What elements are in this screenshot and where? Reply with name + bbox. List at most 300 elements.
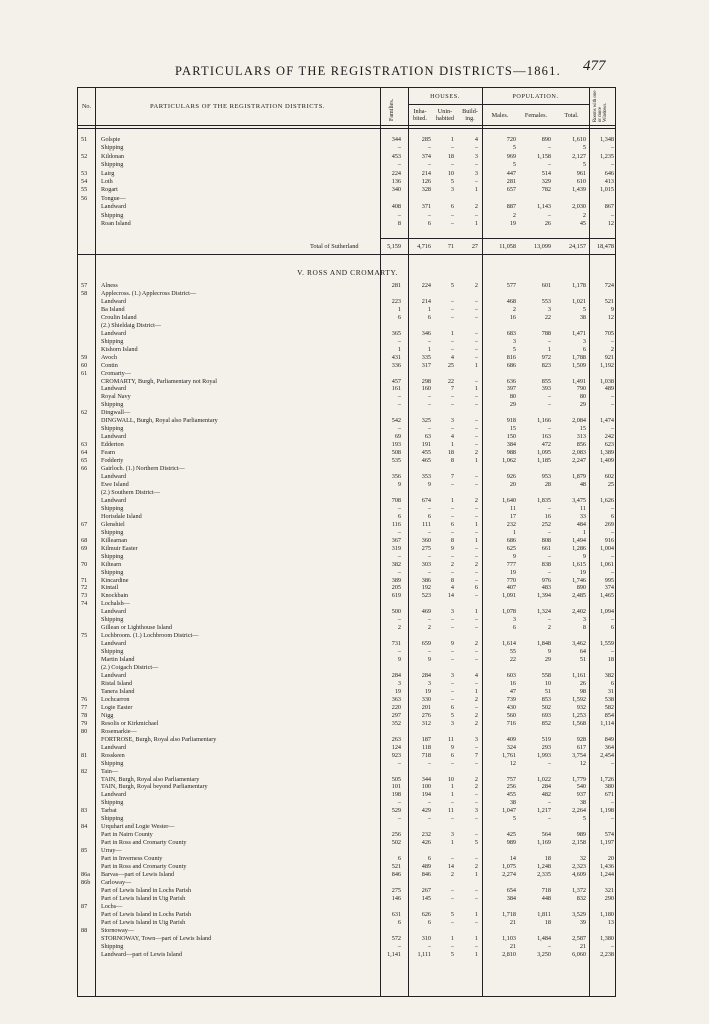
table-row [78,608,617,615]
cell-families: 3 [397,680,401,687]
table-row [78,433,617,440]
cell-building: 1 [474,687,478,695]
cell-building: 2 [474,695,478,703]
table-row [78,378,617,385]
cell-males: 16 [509,313,516,321]
cell-inhabited: 275 [421,544,431,552]
row-name: Kiltearn [101,560,122,568]
cell-inhabited: 232 [421,831,431,839]
cell-building: – [474,144,478,152]
table-row [78,943,617,950]
row-name: Rosskeen [101,751,125,759]
cell-females: 472 [541,441,551,449]
cell-males: 1,761 [502,751,516,759]
cell-families: 352 [391,719,401,727]
cell-families: 521 [391,863,401,871]
table-row [78,656,617,663]
cell-males: 21 [509,942,516,950]
cell-inhabited: 674 [421,496,431,504]
row-name: Shipping [101,211,124,219]
table-row [78,425,617,432]
row-name: Tain— [101,767,119,775]
header-rule [408,104,482,105]
cell-males: 15 [509,425,516,433]
cell-males: 430 [506,703,516,711]
cell-building: 2 [474,496,478,504]
row-name: Glenshiel [101,520,125,528]
row-number: 65 [81,457,88,465]
row-name: Part in Ross and Cromarty County [101,863,187,871]
row-name: Stornoway— [101,926,134,934]
cell-total: 80 [579,393,586,401]
cell-total: 1,779 [572,775,586,783]
cell-males: 2,274 [502,871,516,879]
row-number: 72 [81,584,88,592]
row-name: (2.) Southern District— [101,488,160,496]
table-row [78,330,617,337]
cell-females: 1 [547,345,551,353]
cell-building: – [474,624,478,632]
cell-males: 577 [506,282,516,289]
cell-rooms: – [610,528,614,536]
cell-families: 502 [391,839,401,847]
cell-males: 384 [506,894,516,902]
table-row [78,776,617,783]
table-row [78,951,617,958]
cell-building: – [474,568,478,576]
cell-rooms: 916 [604,536,614,544]
cell-males: 5 [512,144,516,152]
cell-uninhabited: 5 [450,950,454,958]
table-row [78,823,617,830]
cell-rooms: – [610,211,614,219]
cell-females: – [547,161,551,169]
cell-building: – [474,648,478,656]
cell-uninhabited: 18 [447,152,454,160]
cell-rooms: 6 [610,624,614,632]
cell-total: 961 [576,169,586,177]
cell-females: 852 [541,719,551,727]
cell-females: 601 [541,282,551,289]
row-name: Urquhart and Logie Wester— [101,823,175,831]
table-row [78,338,617,345]
cell-families: 382 [391,560,401,568]
total-total: 24,157 [568,243,586,250]
cell-rooms: 1,244 [600,871,614,879]
cell-inhabited: 285 [421,136,431,143]
cell-families: 205 [391,584,401,592]
table-row [78,136,617,143]
cell-uninhabited: 9 [450,544,454,552]
cell-males: 770 [506,576,516,584]
cell-building: – [474,894,478,902]
cell-males: 1,718 [502,910,516,918]
cell-males: 256 [506,783,516,791]
cell-families: 542 [391,417,401,425]
row-number: 66 [81,465,88,473]
row-number: 57 [81,282,88,289]
cell-females: 1,835 [537,496,551,504]
cell-rooms: 1,348 [600,136,614,143]
cell-males: 232 [506,520,516,528]
row-number: 69 [81,544,88,552]
cell-total: 6,060 [572,950,586,958]
cell-families: 505 [391,775,401,783]
row-name: Shipping [101,648,124,656]
cell-females: 564 [541,831,551,839]
cell-females: 10 [544,680,551,687]
cell-inhabited: – [427,648,431,656]
cell-uninhabited: 14 [447,863,454,871]
cell-uninhabited: 6 [450,203,454,211]
cell-building: – [474,161,478,169]
row-name: Landward—part of Lewis Island [101,950,182,958]
cell-females: 553 [541,297,551,305]
table-row [78,203,617,210]
cell-total: 932 [576,703,586,711]
cell-rooms: 602 [604,473,614,481]
total-rule [380,238,615,239]
cell-families: 846 [391,871,401,879]
table-row [78,624,617,631]
cell-males: 1,091 [502,592,516,600]
cell-males: 757 [506,775,516,783]
cell-males: 603 [506,672,516,680]
cell-total: 29 [579,401,586,409]
cell-females: 718 [541,886,551,894]
table-row [78,220,617,227]
row-number: 82 [81,767,88,775]
cell-families: 708 [391,496,401,504]
registration-table [77,87,616,997]
table-row [78,744,617,751]
cell-total: 2,247 [572,457,586,465]
cell-females: 1,022 [537,775,551,783]
cell-total: 856 [576,441,586,449]
cell-building: 1 [474,536,478,544]
cell-families: 275 [391,886,401,894]
cell-rooms: 382 [604,672,614,680]
cell-inhabited: – [427,337,431,345]
table-row [78,314,617,321]
cell-inhabited: 328 [421,186,431,194]
cell-inhabited: 310 [421,934,431,942]
cell-building: 5 [474,839,478,847]
cell-males: 926 [506,473,516,481]
cell-uninhabited: 3 [450,417,454,425]
table-row [78,282,617,289]
cell-total: 928 [576,735,586,743]
cell-males: 1,640 [502,496,516,504]
cell-inhabited: 6 [427,512,431,520]
table-row [78,712,617,719]
cell-uninhabited: 7 [450,385,454,393]
cell-building: – [474,353,478,361]
cell-total: 989 [576,831,586,839]
cell-uninhabited: 9 [450,640,454,648]
table-row [78,664,617,671]
table-row [78,521,617,528]
cell-families: 9 [397,656,401,664]
cell-families: – [397,616,401,624]
row-number: 64 [81,449,88,457]
cell-families: 1 [397,305,401,313]
cell-rooms: 921 [604,353,614,361]
row-number: 53 [81,169,88,177]
cell-females: 3,250 [537,950,551,958]
cell-families: – [397,211,401,219]
cell-inhabited: 846 [421,871,431,879]
cell-total: 9 [582,552,586,560]
cell-inhabited: – [427,504,431,512]
cell-inhabited: 317 [421,361,431,369]
cell-total: 1,509 [572,361,586,369]
cell-inhabited: 1 [427,345,431,353]
cell-males: 22 [509,656,516,664]
cell-uninhabited: – [450,552,454,560]
cell-inhabited: 194 [421,791,431,799]
row-name: Tongue— [101,194,126,202]
cell-females: 1,185 [537,457,551,465]
cell-females: 855 [541,377,551,385]
cell-building: – [474,377,478,385]
table-row [78,592,617,599]
cell-building: – [474,425,478,433]
cell-males: 969 [506,152,516,160]
cell-total: 610 [576,178,586,185]
cell-inhabited: 626 [421,910,431,918]
row-name: Applecross. (1.) Applecross District— [101,289,197,297]
table-row [78,561,617,568]
cell-building: 2 [474,775,478,783]
cell-uninhabited: 6 [450,703,454,711]
cell-building: – [474,473,478,481]
cell-total: 3,529 [572,910,586,918]
table-row [78,760,617,767]
cell-inhabited: 1 [427,305,431,313]
cell-families: 431 [391,353,401,361]
cell-uninhabited: – [450,393,454,401]
cell-building: – [474,552,478,560]
cell-uninhabited: 3 [450,186,454,194]
cell-building: – [474,393,478,401]
col-header-houses: HOUSES. [430,93,460,100]
cell-uninhabited: 10 [447,775,454,783]
cell-rooms: 20 [607,855,614,863]
cell-uninhabited: 8 [450,576,454,584]
cell-building: 1 [474,361,478,369]
cell-building: 2 [474,863,478,871]
table-row [78,553,617,560]
row-name: CROMARTY, Burgh, Parliamentary not Royal [101,377,217,385]
cell-total: 39 [579,918,586,926]
cell-building: – [474,743,478,751]
col-header-building: Build- ing. [462,108,478,122]
cell-total: 1 [582,528,586,536]
cell-females: – [547,337,551,345]
table-row [78,417,617,424]
cell-males: 407 [506,584,516,592]
cell-inhabited: – [427,799,431,807]
cell-building: – [474,401,478,409]
cell-families: 8 [397,220,401,227]
cell-families: – [397,648,401,656]
table-row [78,584,617,591]
row-name: (2.) Coigach District— [101,664,159,672]
cell-building: – [474,680,478,687]
cell-total: 48 [579,481,586,488]
cell-uninhabited: 3 [450,608,454,616]
cell-males: 19 [509,220,516,227]
cell-total: 5 [582,144,586,152]
cell-males: 21 [509,918,516,926]
table-row [78,672,617,679]
cell-inhabited: 325 [421,417,431,425]
cell-females: 519 [541,735,551,743]
row-name: Landward [101,329,127,337]
cell-total: 5 [582,305,586,313]
cell-building: – [474,211,478,219]
cell-uninhabited: – [450,504,454,512]
cell-total: 2 [582,211,586,219]
cell-building: 6 [474,584,478,592]
row-name: Kilmuir Easter [101,544,138,552]
cell-males: 636 [506,377,516,385]
cell-uninhabited: 18 [447,449,454,457]
cell-families: – [397,942,401,950]
cell-total: 1,161 [572,672,586,680]
cell-inhabited: 214 [421,169,431,177]
total-building: 27 [471,243,478,250]
cell-total: 1,286 [572,544,586,552]
row-name: Lochcarron [101,695,130,703]
cell-building: – [474,616,478,624]
cell-families: – [397,552,401,560]
cell-uninhabited: – [450,345,454,353]
cell-rooms: – [610,616,614,624]
cell-uninhabited: 7 [450,473,454,481]
cell-total: 32 [579,855,586,863]
cell-total: 1,494 [572,536,586,544]
row-number: 67 [81,520,88,528]
row-number: 61 [81,369,88,377]
row-name: Royal Navy [101,393,131,401]
cell-building: 1 [474,950,478,958]
cell-uninhabited: 2 [450,560,454,568]
cell-uninhabited: 5 [450,282,454,289]
cell-uninhabited: – [450,512,454,520]
cell-females: 661 [541,544,551,552]
cell-inhabited: 192 [421,584,431,592]
section-title: V. ROSS AND CROMARTY. [297,268,398,277]
cell-families: 281 [391,282,401,289]
cell-total: 1,372 [572,886,586,894]
cell-rooms: – [610,568,614,576]
cell-inhabited: 465 [421,457,431,465]
page-number: 477 [583,58,606,74]
cell-families: 923 [391,751,401,759]
cell-inhabited: 201 [421,703,431,711]
cell-uninhabited: 1 [450,839,454,847]
cell-families: 256 [391,831,401,839]
cell-families: 198 [391,791,401,799]
cell-building: – [474,544,478,552]
cell-inhabited: 2 [427,624,431,632]
row-name: Gillean or Lighthouse Island [101,624,172,632]
cell-inhabited: 489 [421,863,431,871]
table-row [78,449,617,456]
cell-building: – [474,831,478,839]
table-row [78,768,617,775]
cell-total: 1,491 [572,377,586,385]
table-row [78,704,617,711]
cell-males: 1,047 [502,807,516,815]
cell-building: 1 [474,186,478,194]
cell-building: – [474,656,478,664]
cell-families: 529 [391,807,401,815]
row-name: Shipping [101,799,124,807]
row-name: Edderton [101,441,124,449]
cell-families: 356 [391,473,401,481]
total-uninhabited: 71 [447,243,454,250]
cell-males: 29 [509,401,516,409]
cell-total: 2,323 [572,863,586,871]
cell-families: 146 [391,894,401,902]
cell-building: – [474,799,478,807]
cell-rooms: 724 [604,282,614,289]
cell-rooms: 413 [604,178,614,185]
cell-females: 1,394 [537,592,551,600]
row-number: 87 [81,902,88,910]
row-number: 84 [81,823,88,831]
row-name: Shipping [101,759,124,767]
row-name: Landward [101,385,127,393]
total-males: 11,058 [499,243,516,250]
cell-uninhabited: – [450,337,454,345]
row-name: Shipping [101,337,124,345]
cell-total: 2,083 [572,449,586,457]
col-header-rooms: Rooms with one or more Windows. [593,90,608,122]
cell-total: 5 [582,161,586,169]
cell-rooms: 867 [604,203,614,211]
table-row [78,161,617,168]
table-row [78,696,617,703]
cell-families: 6 [397,918,401,926]
row-name: STORNOWAY, Town—part of Lewis Island [101,934,212,942]
table-row [78,170,617,177]
cell-males: 887 [506,203,516,211]
row-name: Landward [101,672,127,680]
table-row [78,903,617,910]
table-row [78,370,617,377]
cell-rooms: – [610,799,614,807]
cell-females: 838 [541,560,551,568]
row-name: TAIN, Burgh, Royal also Parliamentary [101,775,200,783]
row-name: Shipping [101,144,124,152]
cell-families: – [397,568,401,576]
table-row [78,887,617,894]
cell-males: 918 [506,417,516,425]
cell-families: 284 [391,672,401,680]
cell-rooms: 1,380 [600,934,614,942]
row-name: Landward [101,297,127,305]
cell-families: – [397,504,401,512]
row-number: 68 [81,536,88,544]
cell-building: – [474,481,478,488]
cell-uninhabited: 8 [450,457,454,465]
cell-building: 3 [474,169,478,177]
cell-families: – [397,337,401,345]
